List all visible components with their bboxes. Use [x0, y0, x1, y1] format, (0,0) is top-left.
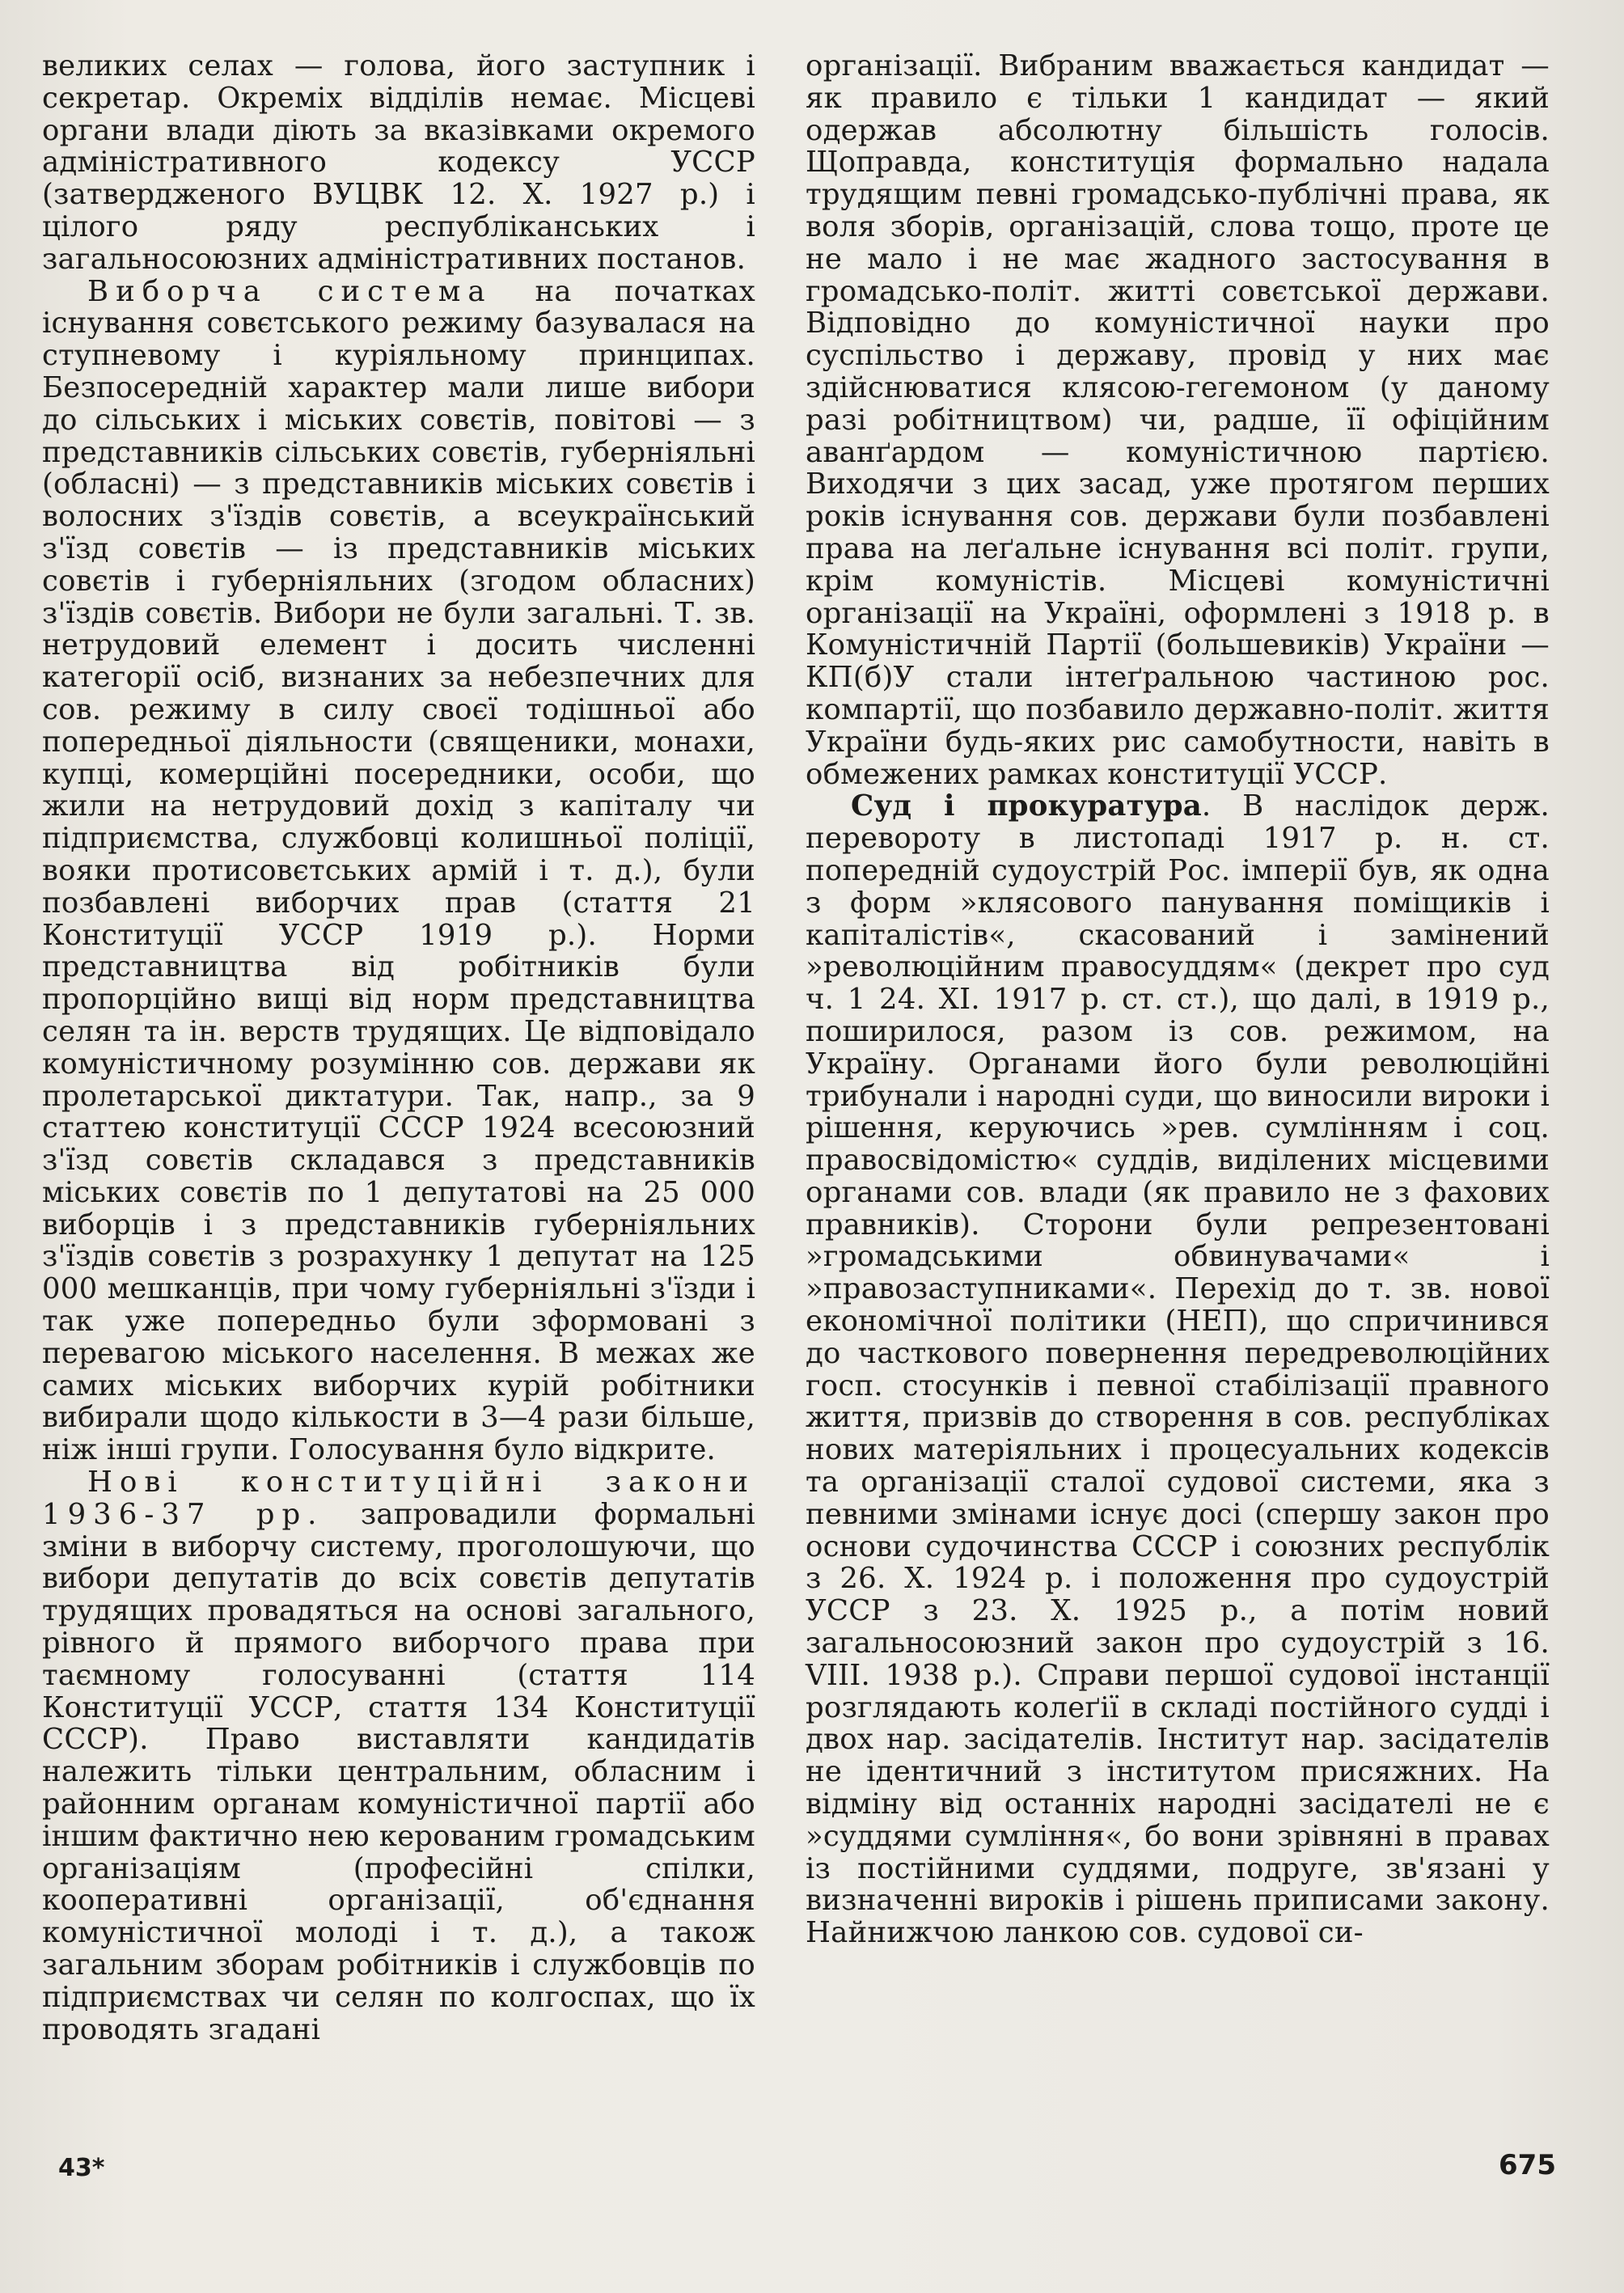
paragraph-electoral-system-text: на початках існування совєтського режиму базувалася на ступневому і куріяльному принципах. Безпосередній характер мали лише вибори до сільських і міських совєтів, повітові — з представників сільських совєтів, губерніяльні (обласні) — з представників міських совєтів і волосних з'їздів совєтів, а всеукраїнський з'їзд совєтів — із представників міських совєтів і губерніяльних (згодом обласних) з'їздів совєтів. Вибори не були загальні. Т. зв. нетрудовий елемент і досить численні категорії осіб, визнаних за небезпечних для сов. режиму в силу своєї тодішньої або попередньої діяльности (священики, монахи, купці, комерційні посередники, особи, що жили на нетрудовий дохід з капіталу чи підприємства, службовці колишньої поліції, вояки протисовєтських армій і т. д.), були позбавлені виборчих прав (стаття 21 Конституції УССР 1919 р.). Норми представництва від робітників були пропорційно вищі від норм представництва селян та ін. верств трудящих. Це відповідало комуністичному розумінню сов. держави як пролетарської диктатури. Так, напр., за 9 статтею конституції СССР 1924 всесоюзний з'їзд совєтів складався з представників міських совєтів по 1 депутатові на 25 000 виборців і з представників губерніяльних з'їздів совєтів з розрахунку 1 депутат на 125 000 мешканців, при чому губерніяльні з'їзди і так уже попередньо були зформовані з перевагою міського населення. В межах же самих міських виборчих курій робітники вибирали щодо кількости в 3—4 рази більше, ніж інші групи. Голосування було відкрите.: [42, 274, 755, 1467]
printer-signature-mark: 43*: [58, 2154, 105, 2182]
section-heading-court: Суд і прокуратура: [851, 789, 1202, 823]
left-column: [42, 50, 755, 2046]
section-heading-electoral-system: Виборча система: [87, 274, 493, 308]
paragraph-organizations: організації. Вибраним вважається кандидат — як правило є тільки 1 кандидат — який одержав абсолютну більшість голосів. Щоправда, конституція формально надала трудящим певні громадсько-публічні права, як воля зборів, організацій, слова тощо, проте це не мало і не має жадного застосування в громадсько-політ. житті совєтської держави. Відповідно до комуністичної науки про суспільство і державу, провід у них має здійснюватися клясою-гегемоном (у даному разі робітництвом) чи, радше, її офіційним аванґардом — комуністичною партією. Виходячи з цих засад, уже протягом перших років існування сов. держави були позбавлені права на леґальне існування всі політ. групи, крім комуністів. Місцеві комуністичні організації на Україні, оформлені з 1918 р. в Комуністичній Партії (большевиків) України — КП(б)У стали інтеґральною частиною рос. компартії, що позбавило державно-політ. життя України будь-яких рис самобутности, навіть в обмежених рамках конституції УССР.: [806, 49, 1550, 791]
paragraph-new-constitution: [42, 1466, 755, 2046]
paragraph-electoral-system: [42, 276, 755, 1466]
right-column: [806, 50, 1550, 1949]
paragraph-admin-bodies: великих селах — голова, його заступник і секретар. Окреміх відділів немає. Місцеві органи влади діють за вказівками окремого адміністративного кодексу УССР (затвердженого ВУЦВК 12. X. 1927 р.) і цілого ряду республіканських і загальносоюзних адміністративних постанов.: [42, 49, 755, 276]
paragraph-new-constitution-text: запровадили формальні зміни в виборчу систему, проголошуючи, що вибори депутатів до всіх совєтів депутатів трудящих провадяться на основі загального, рівного й прямого виборчого права при таємному голосуванні (стаття 114 Конституції УССР, стаття 134 Конституції СССР). Право виставляти кандидатів належить тільки центральним, обласним і районним органам комуністичної партії або іншим фактично нею керованим громадським організаціям (професійні спілки, кооперативні організації, об'єднання комуністичної молоді і т. д.), а також загальним зборам робітників і службовців по підприємствах чи селян по колгоспах, що їх проводять згадані: [42, 1497, 755, 2046]
section-heading-new-constitution: Нові конституційні закони 1936-37 рр.: [42, 1466, 755, 1531]
paragraph-court-text: . В наслідок держ. перевороту в листопаді 1917 р. н. ст. попередній судоустрій Рос. імперії був, як одна з форм »клясового панування поміщиків і капіталістів«, скасований і замінений »революційним правосуддям« (декрет про суд ч. 1 24. XI. 1917 р. ст. ст.), що далі, в 1919 р., поширилося, разом із сов. режимом, на Україну. Органами його були революційні трибунали і народні суди, що виносили вироки і рішення, керуючись »рев. сумлінням і соц. правосвідомістю« суддів, виділених місцевими органами сов. влади (як правило не з фахових правників). Сторони були репрезентовані »громадськими обвинувачами« і »правозаступниками«. Перехід до т. зв. нової економічної політики (НЕП), що спричинився до часткового повернення передреволюційних госп. стосунків і певної стабілізації правного життя, призвів до створення в сов. республіках нових матеріяльних і процесуальних кодексів та організації сталої судової системи, яка з певними змінами існує досі (спершу закон про основи судочинства СССР і союзних республік з 26. X. 1924 р. і положення про судоустрій УССР з 23. X. 1925 р., а потім новий загальносоюзний закон про судоустрій з 16. VIII. 1938 р.). Справи першої судової інстанції розглядають колеґії в складі постійного судді і двох нар. засідателів. Інститут нар. засідателів не ідентичний з інститутом присяжних. На відміну від останніх народні засідателі не є »суддями сумління«, бо вони зрівняні в правах із постійними суддями, подруге, зв'язані у визначенні вироків і рішень приписами закону. Найнижчою ланкою сов. судової си-: [806, 789, 1550, 1950]
page-number: 675: [1499, 2149, 1556, 2181]
paragraph-court-prosecution: [806, 790, 1550, 1949]
